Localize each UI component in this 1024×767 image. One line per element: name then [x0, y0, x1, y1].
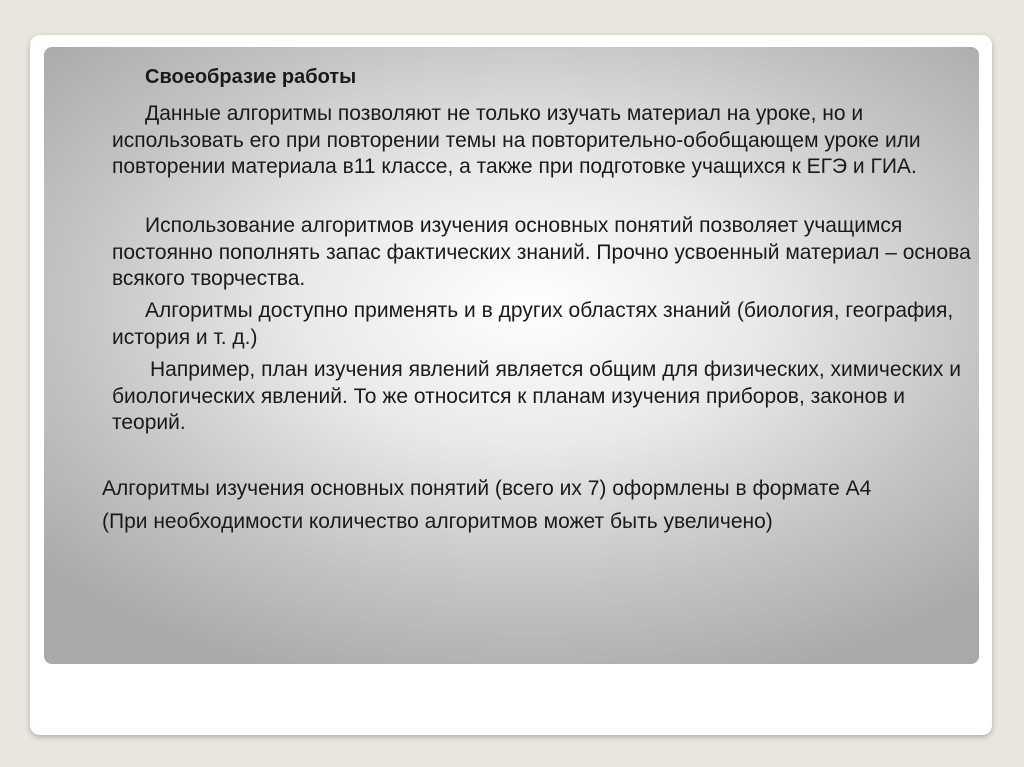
paragraph-2: Использование алгоритмов изучения основных понятий позволяет учащимся постоянно пополнять запас фактических знаний. Прочно усвоенный материал – основа всякого творчества. — [112, 214, 971, 290]
footer-line-2: (При необходимости количество алгоритмов может быть увеличено) — [102, 510, 773, 533]
paragraph-1: Данные алгоритмы позволяют не только изучать материал на уроке, но и использовать его при повторении темы на повторительно-обобщающем уроке или повторении материала в11 классе, а также при подготовке учащихся к ЕГЭ и ГИА. — [112, 102, 921, 178]
paragraph-4: Например, план изучения явлений является общим для физических, химических и биологических явлений. То же относится к планам изучения приборов, законов и теорий. — [112, 358, 961, 434]
slide-heading: Своеобразие работы — [145, 66, 357, 88]
paragraph-3: Алгоритмы доступно применять и в других областях знаний (биология, география, история и т. д.) — [112, 299, 954, 349]
footer-line-1: Алгоритмы изучения основных понятий (всего их 7) оформлены в формате А4 — [102, 477, 872, 500]
